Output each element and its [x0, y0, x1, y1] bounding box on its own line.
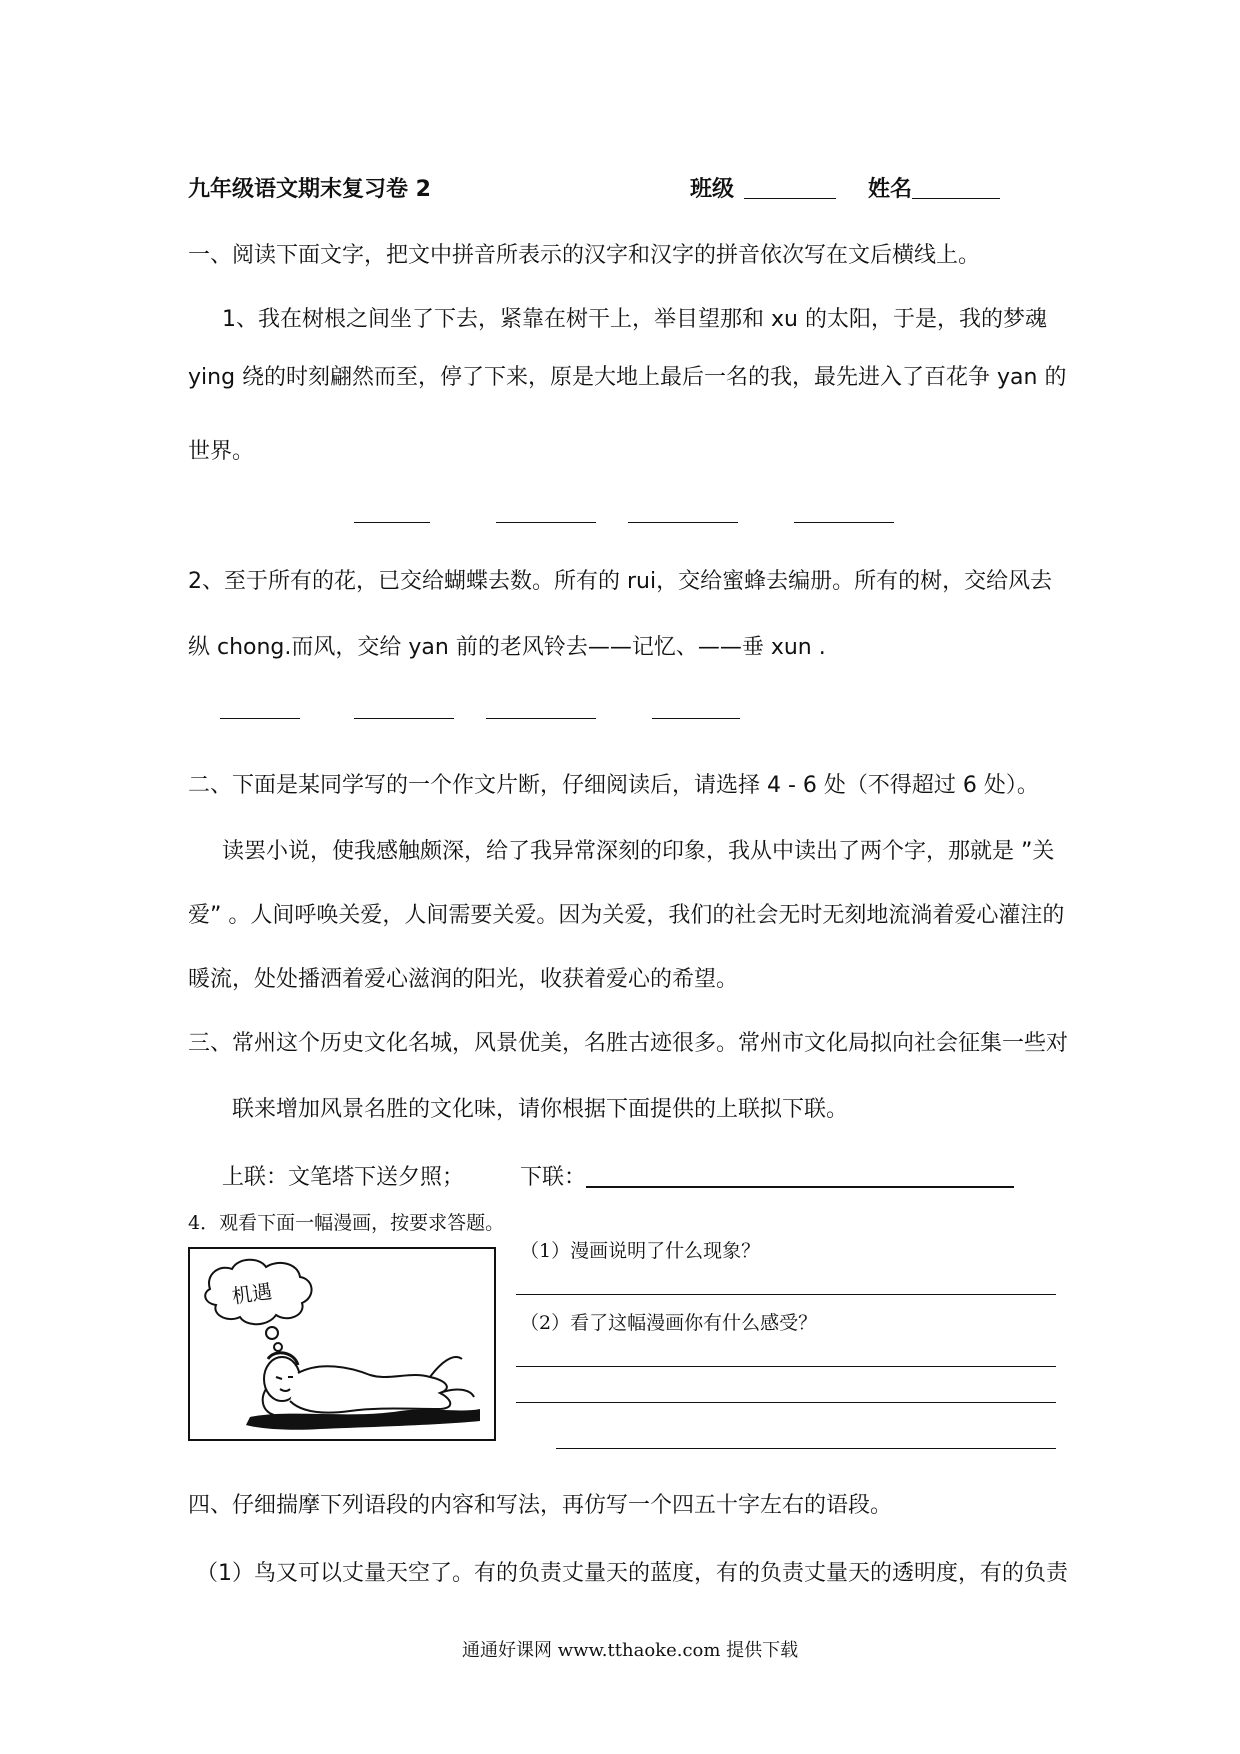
thought-bubble: [274, 1343, 282, 1351]
section3-heading-line2: 联来增加风景名胜的文化味，请你根据下面提供的上联拟下联。: [232, 1097, 849, 1122]
section3-heading-line1: 三、常州这个历史文化名城，风景优美，名胜古迹很多。常州市文化局拟向社会征集一些对: [188, 1031, 1069, 1056]
answer-blank[interactable]: [354, 522, 430, 523]
section2-line2: 爱” 。人间呼唤关爱，人间需要关爱。因为关爱，我们的社会无时无刻地流淌着爱心灌注的: [188, 903, 1065, 928]
section1-p1-line3: 世界。: [188, 439, 255, 464]
lower-couplet-field[interactable]: [586, 1186, 1014, 1188]
name-field[interactable]: [912, 198, 1000, 199]
answer-blank[interactable]: [486, 718, 596, 719]
section5-line1: （1）鸟又可以丈量天空了。有的负责丈量天的蓝度，有的负责丈量天的透明度，有的负责: [196, 1561, 1069, 1586]
section2-line1: 读罢小说，使我感触颇深，给了我异常深刻的印象，我从中读出了两个字，那就是 ”关: [222, 839, 1055, 864]
page-title: 九年级语文期末复习卷 2: [188, 177, 431, 202]
answer-blank[interactable]: [794, 522, 894, 523]
upper-couplet: 上联：文笔塔下送夕照；: [222, 1165, 465, 1190]
question-1: （1）漫画说明了什么现象？: [520, 1240, 761, 1262]
class-field[interactable]: [744, 198, 836, 199]
thought-bubble: [266, 1327, 278, 1339]
answer-blank[interactable]: [628, 522, 738, 523]
section2-line3: 暖流，处处播洒着爱心滋润的阳光，收获着爱心的希望。: [188, 967, 739, 992]
answer-line[interactable]: [556, 1448, 1056, 1449]
answer-line[interactable]: [516, 1294, 1056, 1295]
answer-blank[interactable]: [220, 718, 300, 719]
answer-blank[interactable]: [496, 522, 596, 523]
section1-p1-line1: 1、我在树根之间坐了下去，紧靠在树干上，举目望那和 xu 的太阳，于是，我的梦魂: [222, 307, 1047, 332]
cartoon-word: 机遇: [230, 1279, 274, 1309]
question-2: （2）看了这幅漫画你有什么感受？: [520, 1312, 818, 1334]
answer-line[interactable]: [516, 1402, 1056, 1403]
ground-shadow: [246, 1409, 480, 1430]
page-footer: 通通好课网 www.tthaoke.com 提供下载: [462, 1640, 799, 1661]
section4-heading: 4．观看下面一幅漫画，按要求答题。: [188, 1212, 505, 1234]
section2-heading: 二、下面是某同学写的一个作文片断，仔细阅读后，请选择 4 - 6 处（不得超过 6 处）。: [188, 773, 1039, 798]
cartoon-drawing: [190, 1249, 494, 1439]
section5-heading: 四、仔细揣摩下列语段的内容和写法，再仿写一个四五十字左右的语段。: [188, 1493, 893, 1518]
lower-couplet-label: 下联：: [520, 1165, 587, 1190]
name-label: 姓名: [868, 177, 913, 202]
person-body: [290, 1366, 450, 1412]
answer-line[interactable]: [516, 1366, 1056, 1367]
section1-heading: 一、阅读下面文字，把文中拼音所表示的汉字和汉字的拼音依次写在文后横线上。: [188, 243, 981, 268]
section1-p2-line1: 2、至于所有的花，已交给蝴蝶去数。所有的 rui，交给蜜蜂去编册。所有的树，交给风去: [188, 569, 1053, 594]
section1-p1-line2: ying 绕的时刻翩然而至，停了下来，原是大地上最后一名的我，最先进入了百花争 yan 的: [188, 365, 1067, 390]
answer-blank[interactable]: [652, 718, 740, 719]
class-label: 班级: [690, 177, 735, 202]
cartoon-image: [188, 1247, 496, 1441]
section1-p2-line2: 纵 chong.而风，交给 yan 前的老风铃去——记忆、——垂 xun .: [188, 635, 826, 660]
answer-blank[interactable]: [354, 718, 454, 719]
